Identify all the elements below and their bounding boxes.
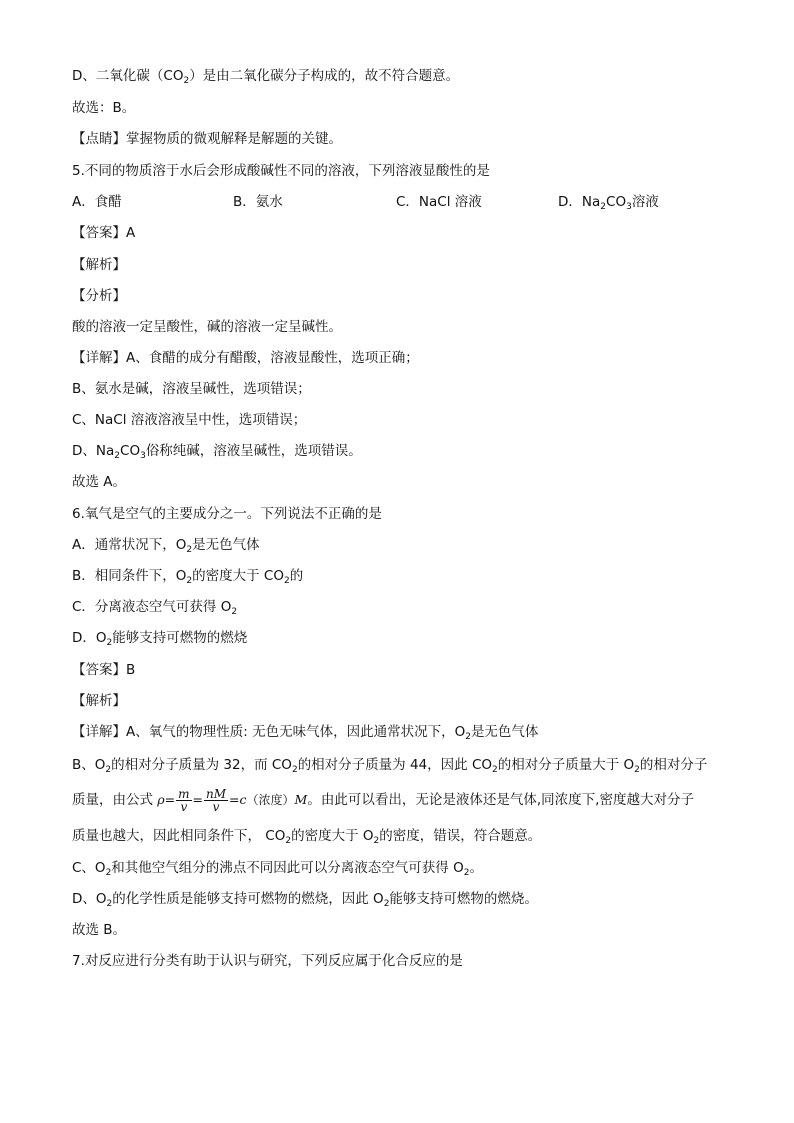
q5-fenxi-text: 酸的溶液一定呈酸性，碱的溶液一定呈碱性。 bbox=[72, 319, 342, 335]
q6-choice: 故选 B。 bbox=[72, 922, 127, 938]
q5-fenxi-tag: 【分析】 bbox=[72, 288, 126, 304]
q6-option-d: D．$O_2$能够支持可燃物的燃烧 bbox=[72, 630, 248, 648]
q5-analysis-tag: 【解析】 bbox=[72, 257, 126, 273]
q6-detail-b-line2: 质量，由公式 ρ= $\frac{m}{v}$ = $\frac{nM}{v}$ =c（浓度）M。由此可以看出，无论是液体还是气体,同浓度下,密度越大对分子 bbox=[72, 786, 694, 814]
q5-stem: 5.不同的物质溶于水后会形成酸碱性不同的溶液，下列溶液显酸性的是 bbox=[72, 163, 490, 179]
q6-option-c: C．分离液态空气可获得 $O_2$ bbox=[72, 599, 238, 617]
q4-comment: 【点睛】掌握物质的微观解释是解题的关键。 bbox=[72, 131, 342, 147]
q5-option-b: B．氨水 bbox=[233, 194, 283, 210]
q6-option-b: B．相同条件下，$O_2$的密度大于 $CO_2$的 bbox=[72, 568, 304, 586]
q6-option-a: A．通常状况下，$O_2$是无色气体 bbox=[72, 537, 260, 555]
formula-fraction-m-over-v: $\frac{m}{v}$ bbox=[178, 786, 190, 814]
q5-choice: 故选 A。 bbox=[72, 474, 127, 490]
q5-detail-a: 【详解】A、食醋的成分有醋酸，溶液显酸性，选项正确； bbox=[72, 350, 419, 366]
formula-fraction-nM-over-v: $\frac{nM}{v}$ bbox=[206, 786, 227, 814]
q5-option-d: D．$Na_2CO_3$溶液 bbox=[558, 194, 659, 212]
q6-detail-d: D、$O_2$的化学性质是能够支持可燃物的燃烧，因此 $O_2$能够支持可燃物的燃烧。 bbox=[72, 891, 538, 909]
q6-detail-a: 【详解】A、氧气的物理性质: 无色无味气体，因此通常状况下，$O_2$是无色气体 bbox=[72, 724, 539, 742]
q5-answer: 【答案】A bbox=[72, 225, 136, 241]
q5-detail-d: D、$Na_2CO_3$俗称纯碱，溶液呈碱性，选项错误。 bbox=[72, 443, 362, 461]
q6-stem: 6.氧气是空气的主要成分之一。下列说法不正确的是 bbox=[72, 506, 382, 522]
q5-detail-c: C、NaCl 溶液溶液呈中性，选项错误； bbox=[72, 412, 307, 428]
formula-rho: ρ bbox=[157, 792, 165, 807]
q4-choice: 故选：B。 bbox=[72, 100, 136, 116]
q6-detail-b-line3: 质量也越大，因此相同条件下， $CO_2$的密度大于 $O_2$的密度，错误，符合题意。 bbox=[72, 828, 542, 846]
q6-analysis-tag: 【解析】 bbox=[72, 693, 126, 709]
q6-detail-c: C、$O_2$和其他空气组分的沸点不同因此可以分离液态空气可获得 $O_2$。 bbox=[72, 860, 483, 878]
q4-option-d-explanation: D、二氧化碳$(CO_2)$是由二氧化碳分子构成的，故不符合题意。 bbox=[72, 68, 460, 86]
q5-detail-b: B、氨水是碱，溶液呈碱性，选项错误； bbox=[72, 381, 311, 397]
q7-stem: 7.对反应进行分类有助于认识与研究，下列反应属于化合反应的是 bbox=[72, 953, 463, 969]
q5-option-a: A．食醋 bbox=[72, 194, 122, 210]
q6-answer: 【答案】B bbox=[72, 662, 136, 678]
q6-detail-b-line1: B、$O_2$的相对分子质量为 32，而 $CO_2$的相对分子质量为 44，因此 $CO_2$的相对分子质量大于 $O_2$的相对分子 bbox=[72, 757, 708, 775]
q5-option-c: C．NaCl 溶液 bbox=[396, 194, 482, 210]
